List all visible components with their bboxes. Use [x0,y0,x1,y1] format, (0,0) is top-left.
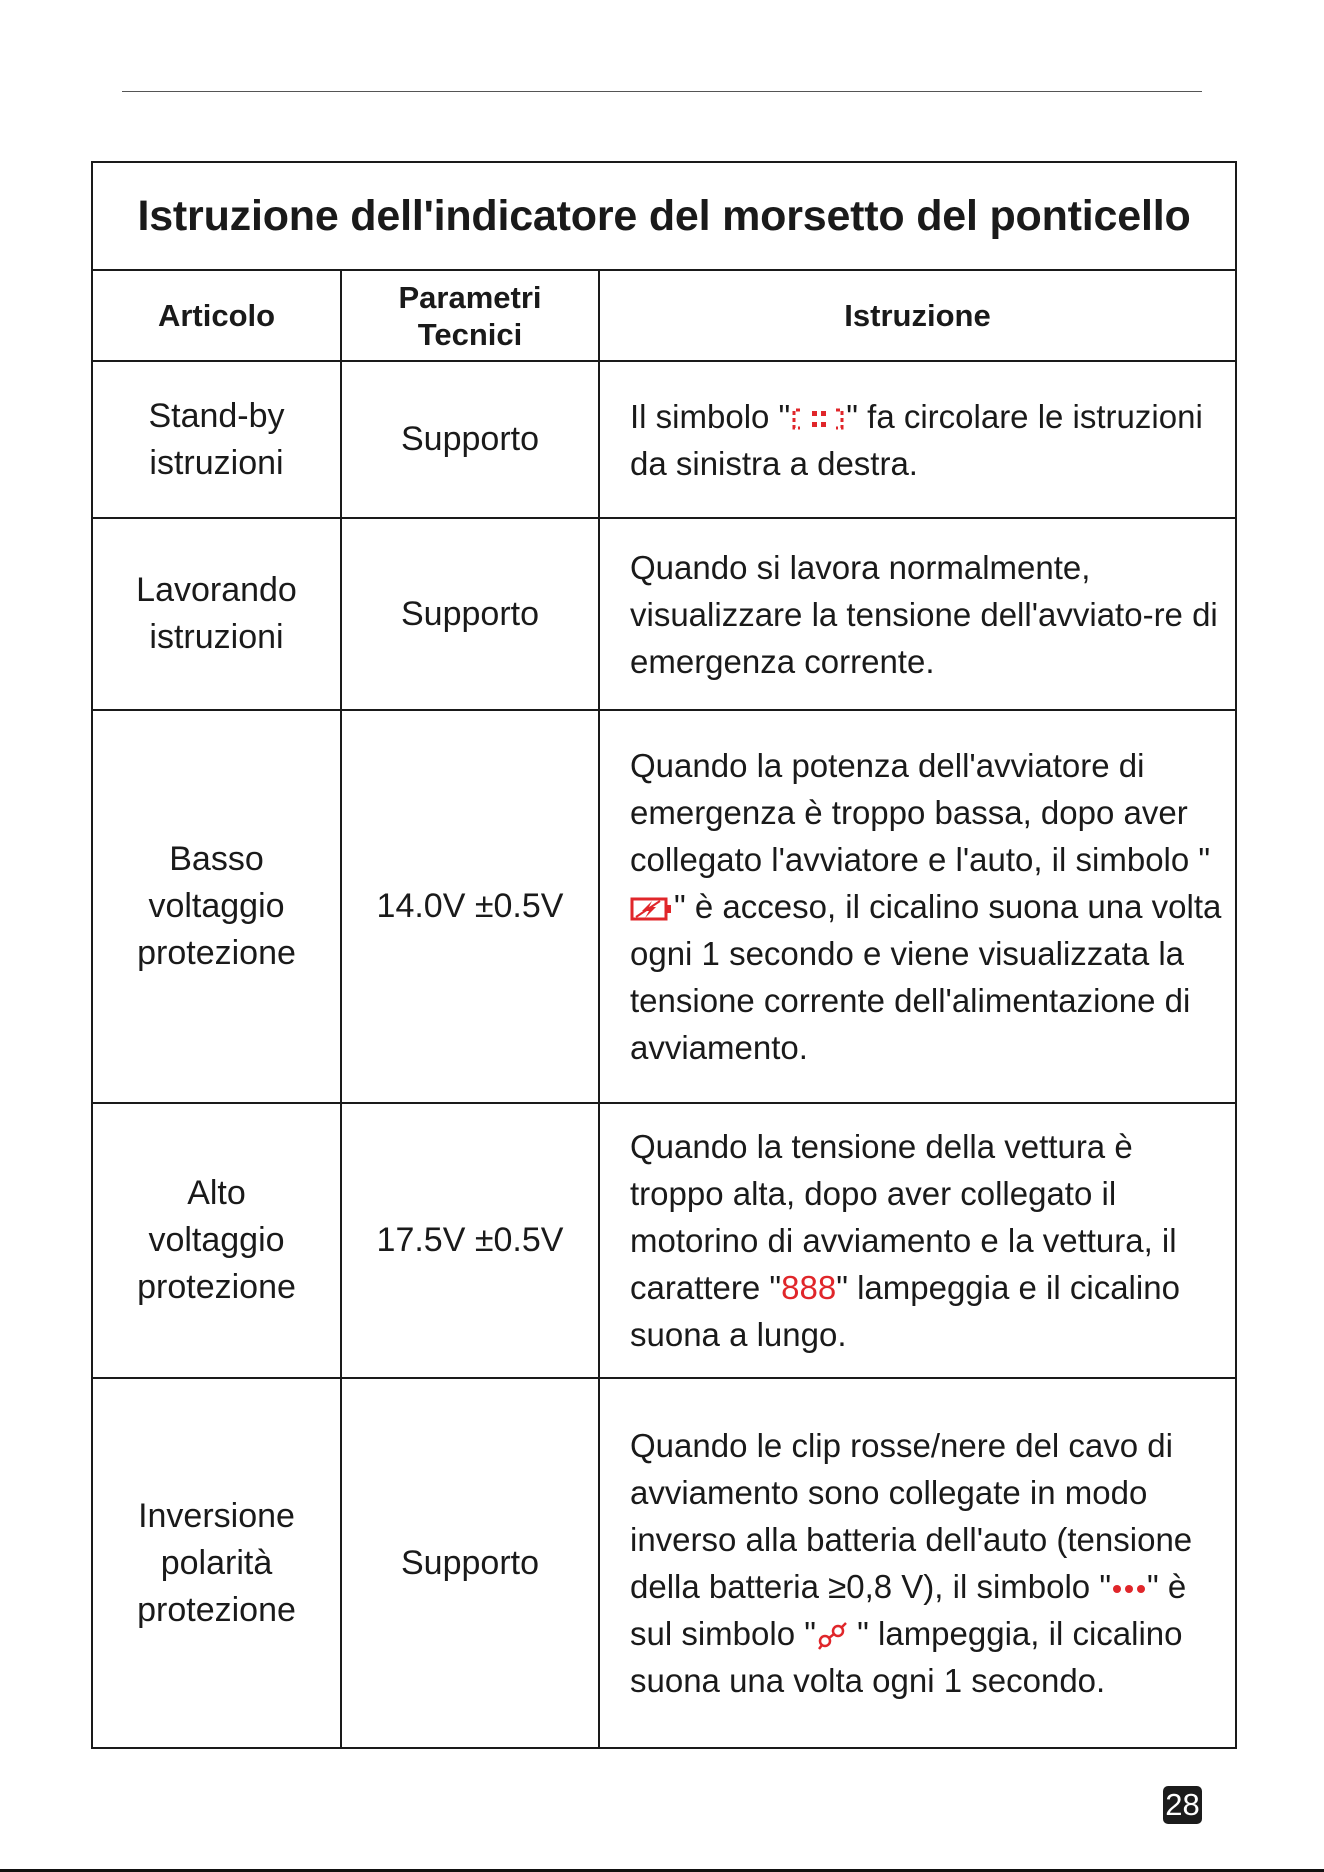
instruction-text: " lampeggia e il cicalino suona a lungo. [630,1269,1180,1353]
instruction-text: Quando le clip rosse/nere del cavo di avviamento sono collegate in modo inverso alla batteria dell'auto (tensione della batteria ≥0,8 V), il simbolo " [630,1427,1193,1605]
instruction-cell [599,1378,1236,1748]
table-row [92,1103,1236,1378]
item-cell [92,1103,341,1378]
instruction-cell [599,518,1236,710]
instruction-text: Quando la potenza dell'avviatore di emergenza è troppo bassa, dopo aver collegato l'avviatore e l'auto, il simbolo " [630,747,1211,878]
instruction-text: " fa circolare le istruzioni da sinistra a destra. [630,397,1203,482]
item-line: protezione [137,1268,296,1306]
low-battery-icon [630,895,674,923]
instruction-cell [599,1103,1236,1378]
item-line: Alto [187,1174,246,1212]
param-cell: 17.5V ±0.5V [341,1103,599,1378]
standby-segments-icon [790,406,846,432]
item-cell [92,1378,341,1748]
column-header-instruction: Istruzione [599,270,1236,361]
item-line: Stand-by [148,396,285,435]
table-title: Istruzione dell'indicatore del morsetto del ponticello [92,162,1236,270]
param-cell: Supporto [341,1378,599,1748]
instruction-text: " è sul simbolo " [630,1568,1187,1652]
instruction-text: " lampeggia, il cicalino suona una volta ogni 1 secondo. [630,1615,1183,1699]
instruction-text: Quando la tensione della vettura è troppo alta, dopo aver collegato il motorino di avviamento e la vettura, il carattere " [630,1128,1177,1306]
instruction-cell [599,710,1236,1103]
param-cell: Supporto [341,518,599,710]
item-line: protezione [137,934,296,972]
column-header-params-line1: Parametri [398,279,542,315]
item-line: voltaggio [148,887,285,925]
item-line: istruzioni [149,443,284,482]
column-header-params-line2: Tecnici [417,316,523,352]
indicator-instruction-table [91,161,1237,1749]
dots-icon [1111,1582,1147,1596]
table-row [92,710,1236,1103]
table-row [92,518,1236,710]
page-number: 28 [1163,1786,1202,1824]
table-row [92,1378,1236,1748]
table-title-row [92,162,1236,270]
param-cell: Supporto [341,361,599,518]
item-cell [92,518,341,710]
item-line: voltaggio [148,1221,285,1259]
instruction-cell [599,361,1236,518]
item-cell [92,710,341,1103]
item-line: protezione [137,1590,296,1629]
instruction-text: Quando si lavora normalmente, visualizzare la tensione dell'avviato-re di emergenza corrente. [630,548,1218,680]
display-digits-highlight: 888 [781,1269,837,1306]
item-line: Basso [169,840,264,878]
table-row [92,361,1236,518]
column-header-item: Articolo [92,270,341,361]
param-cell: 14.0V ±0.5V [341,710,599,1103]
item-cell [92,361,341,518]
item-line: istruzioni [149,618,284,656]
table-header-row [92,270,1236,361]
item-line: Lavorando [136,571,297,609]
clamp-icon [816,1621,848,1651]
column-header-params [341,270,599,361]
item-line: Inversione [138,1496,295,1535]
header-rule [122,91,1202,92]
instruction-text: Il simbolo " [630,397,791,435]
item-line: polarità [160,1543,273,1582]
instruction-text: " è acceso, il cicalino suona una volta ogni 1 secondo e viene visualizzata la tensione corrente dell'alimentazione di avviamento. [630,888,1222,1066]
